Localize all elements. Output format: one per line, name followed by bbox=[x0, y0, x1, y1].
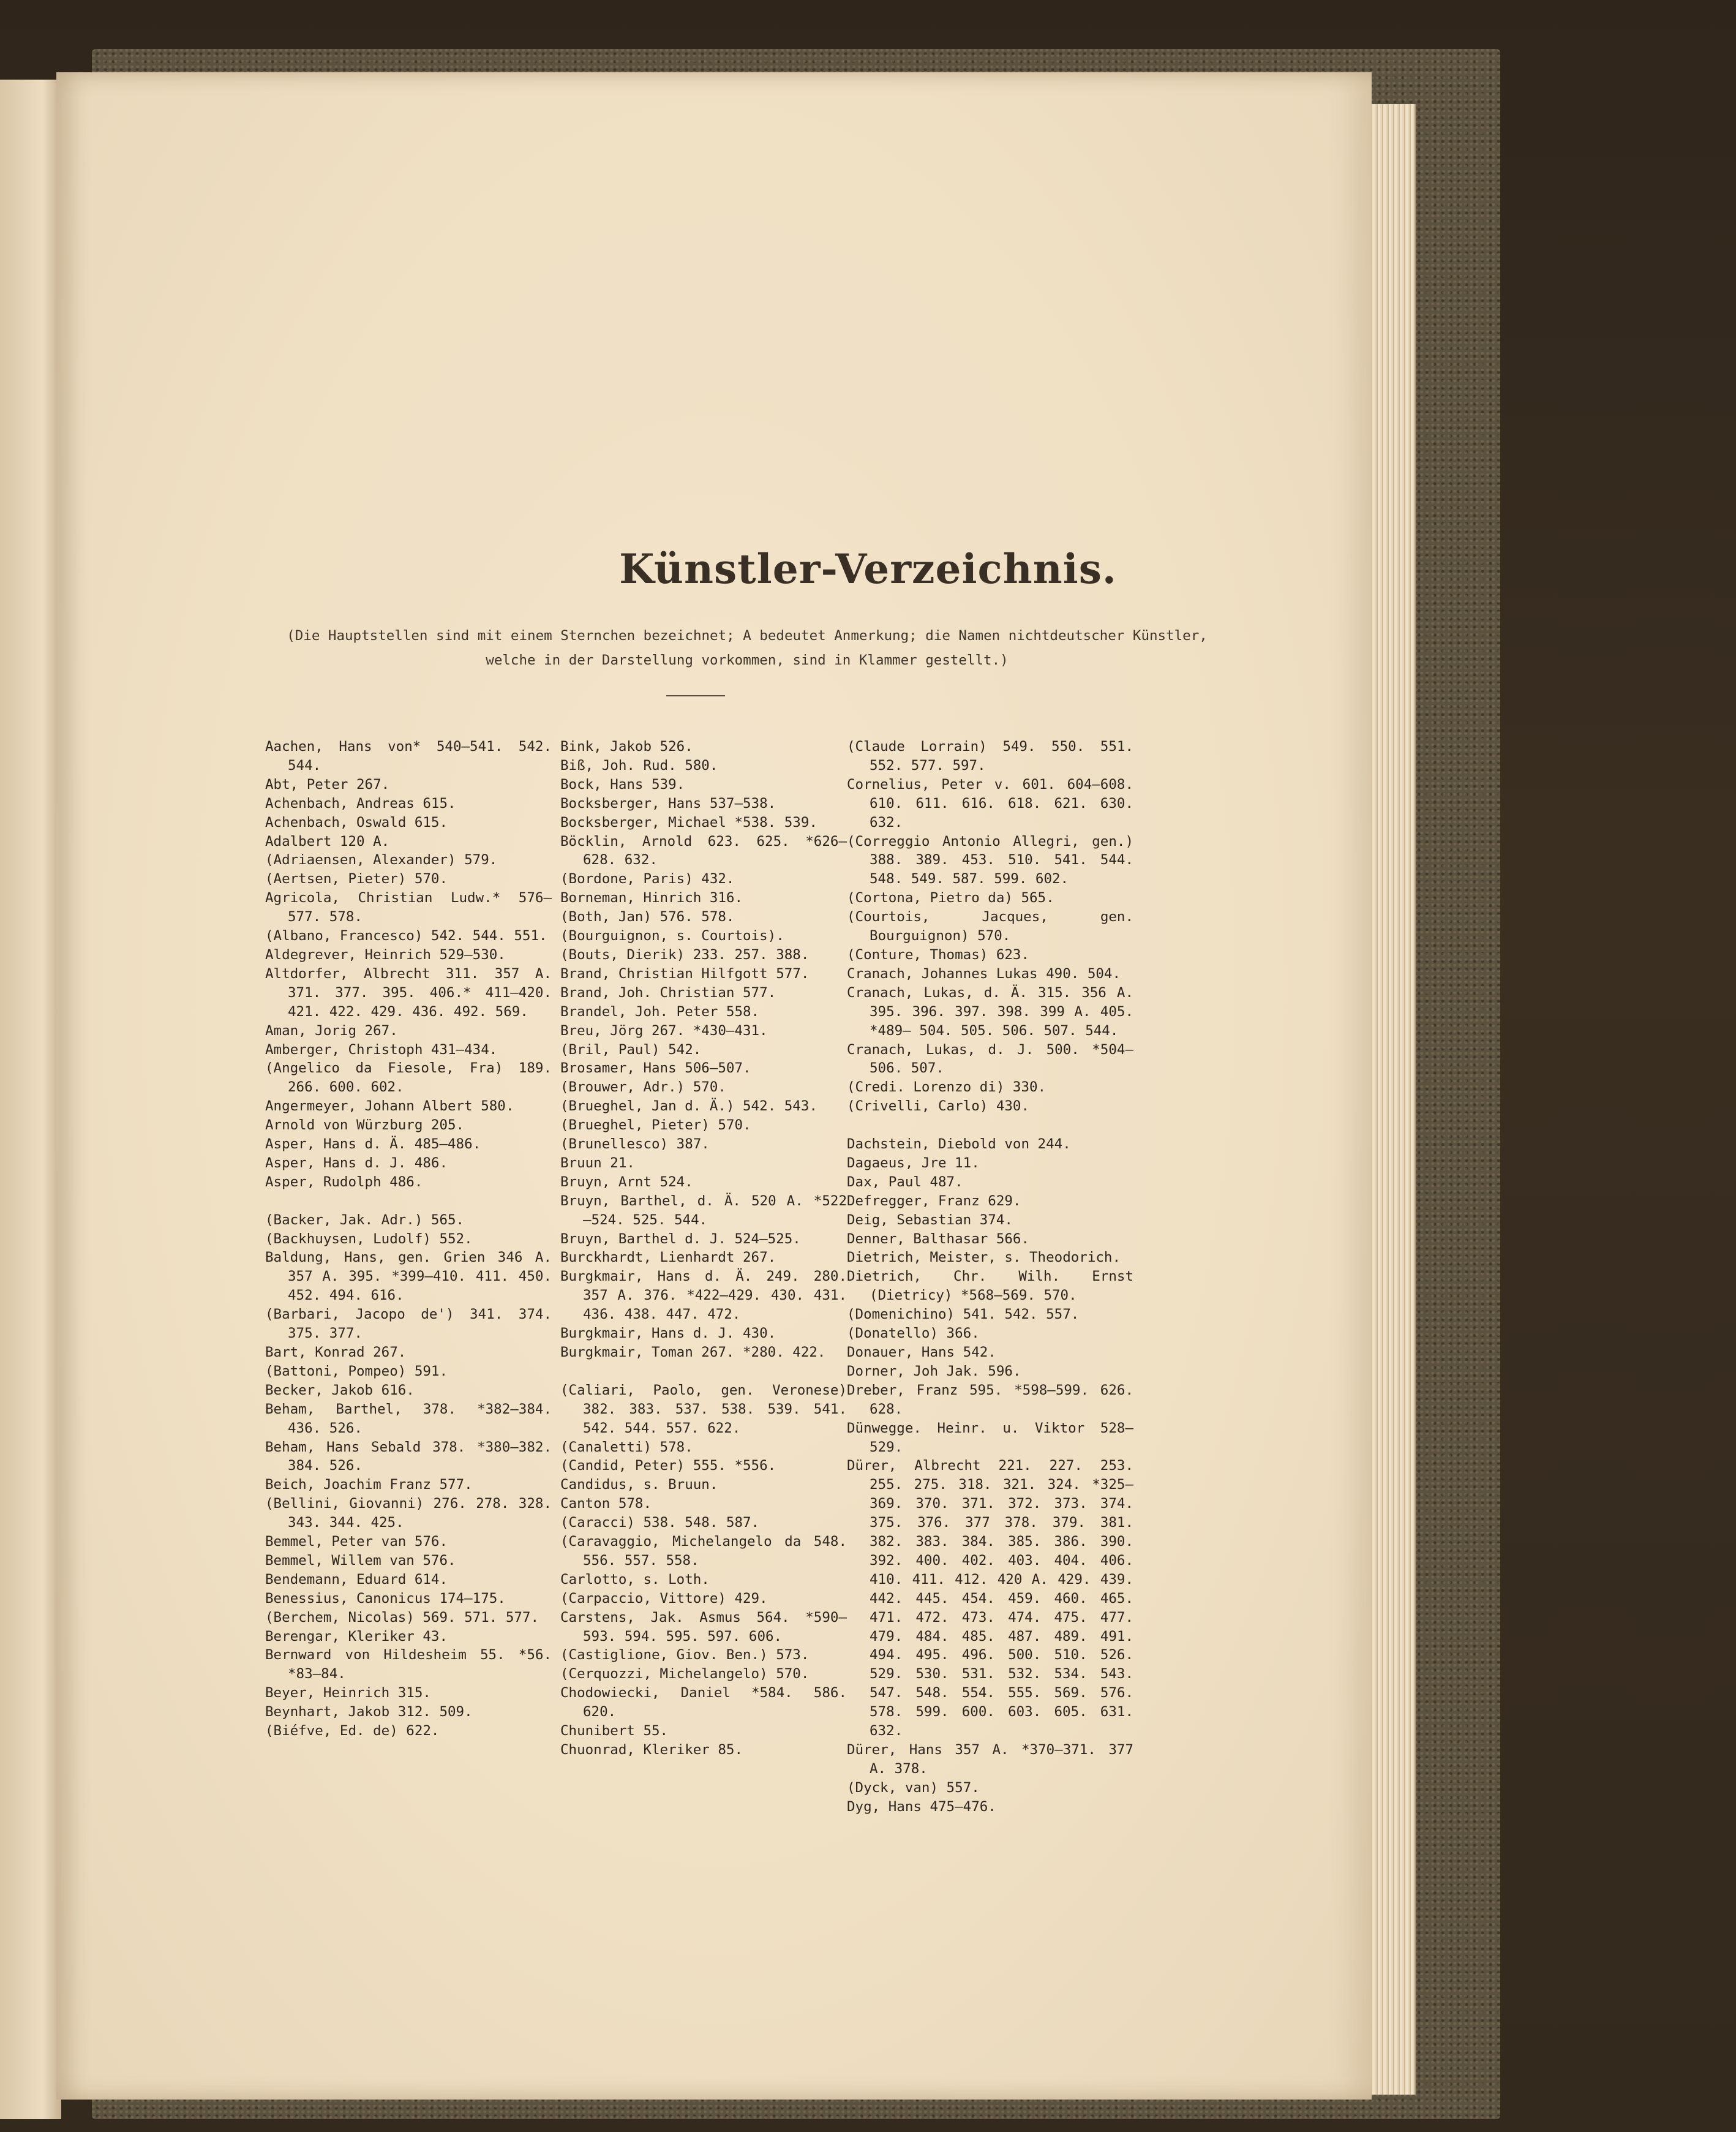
page-title: Künstler-Verzeichnis. bbox=[619, 545, 1117, 593]
index-entry: (Backer, Jak. Adr.) 565. bbox=[265, 1211, 465, 1228]
index-entry: (Bellini, Giovanni) 276. 278. 328. 343. 344. 425. bbox=[265, 1496, 552, 1531]
index-entry: Donauer, Hans 542. bbox=[847, 1344, 996, 1360]
index-entry: Chunibert 55. bbox=[560, 1723, 669, 1739]
index-entry: Biß, Joh. Rud. 580. bbox=[560, 757, 718, 774]
index-entry: Dürer, Albrecht 221. 227. 253. 255. 275. 318. 321. 324. *325—369. 370. 371. 372. 373. 374. 375. 376. 377 378. 379. 381. 382. 383. 384. 385. 386. 390. 392. 400. 402. 403. 404. 406. 410. 411. 412. 420 A. 429. 439. 442. 445. 454. 459. 460. 465. 471. 472. 473. 474. 475. 477. 479. 484. 485. 487. 489. 491. 494. 495. 496. 500. 510. 526. 529. 530. 531. 532. 534. 543. 547. 548. 554. 555. 569. 576. 578. 599. 600. 603. 605. 631. 632. bbox=[847, 1458, 1133, 1739]
index-entry: (Biéfve, Ed. de) 622. bbox=[265, 1723, 440, 1739]
index-entry: Bock, Hans 539. bbox=[560, 776, 685, 793]
index-entry: Arnold von Würzburg 205. bbox=[265, 1117, 465, 1134]
index-entry: Benessius, Canonicus 174—175. bbox=[265, 1590, 506, 1607]
index-entry: Borneman, Hinrich 316. bbox=[560, 890, 743, 906]
index-entry: (Albano, Francesco) 542. 544. 551. bbox=[265, 928, 547, 944]
index-entry: Canton 578. bbox=[560, 1496, 652, 1512]
index-entry: Denner, Balthasar 566. bbox=[847, 1230, 1030, 1247]
subtitle bbox=[245, 623, 1249, 672]
index-entry: Cranach, Johannes Lukas 490. 504. bbox=[847, 965, 1121, 982]
index-entry: Agricola, Christian Ludw.* 576—577. 578. bbox=[265, 890, 552, 925]
index-entry: Dagaeus, Jre 11. bbox=[847, 1155, 980, 1171]
index-entry: Achenbach, Andreas 615. bbox=[265, 795, 456, 812]
index-entry: Asper, Hans d. J. 486. bbox=[265, 1155, 448, 1171]
index-entry: Bemmel, Peter van 576. bbox=[265, 1534, 448, 1550]
index-entry: Angermeyer, Johann Albert 580. bbox=[265, 1098, 514, 1115]
index-entry: Bruyn, Barthel d. J. 524—525. bbox=[560, 1230, 801, 1247]
index-entry: (Donatello) 366. bbox=[847, 1325, 980, 1342]
index-column-1 bbox=[265, 737, 552, 1741]
index-entry: Dünwegge. Heinr. u. Viktor 528—529. bbox=[847, 1420, 1133, 1455]
index-entry: Amberger, Christoph 431—434. bbox=[265, 1041, 498, 1058]
index-entry: (Caracci) 538. 548. 587. bbox=[560, 1515, 760, 1531]
index-entry: Dachstein, Diebold von 244. bbox=[847, 1136, 1071, 1153]
index-entry: (Claude Lorrain) 549. 550. 551. 552. 577. 597. bbox=[847, 739, 1133, 774]
index-entry: Beyer, Heinrich 315. bbox=[265, 1685, 431, 1701]
index-entry: Asper, Rudolph 486. bbox=[265, 1173, 423, 1190]
index-entry: Asper, Hans d. Ä. 485—486. bbox=[265, 1136, 481, 1153]
index-entry: (Caravaggio, Michelangelo da 548. 556. 557. 558. bbox=[560, 1534, 847, 1569]
index-entry: (Aertsen, Pieter) 570. bbox=[265, 871, 448, 887]
index-entry: Brosamer, Hans 506—507. bbox=[560, 1060, 751, 1077]
index-column-3 bbox=[847, 737, 1133, 1817]
index-entry: Beham, Hans Sebald 378. *380—382. 384. 526. bbox=[265, 1439, 552, 1474]
index-entry: Adalbert 120 A. bbox=[265, 833, 390, 849]
index-entry: Bernward von Hildesheim 55. *56. *83—84. bbox=[265, 1647, 552, 1682]
index-entry: Brand, Joh. Christian 577. bbox=[560, 984, 776, 1001]
index-entry: Dyg, Hans 475—476. bbox=[847, 1798, 996, 1815]
index-entry: (Cortona, Pietro da) 565. bbox=[847, 890, 1054, 906]
index-entry: Achenbach, Oswald 615. bbox=[265, 814, 448, 831]
left-page-edge bbox=[0, 80, 61, 2119]
index-entry: Burgkmair, Toman 267. *280. 422. bbox=[560, 1344, 826, 1360]
index-entry: (Carpaccio, Vittore) 429. bbox=[560, 1590, 768, 1607]
index-entry: Bocksberger, Michael *538. 539. bbox=[560, 814, 817, 831]
title-divider bbox=[666, 695, 725, 696]
index-entry: Böcklin, Arnold 623. 625. *626—628. 632. bbox=[560, 833, 847, 868]
index-entry: Aachen, Hans von* 540—541. 542. 544. bbox=[265, 739, 552, 774]
index-entry: (Crivelli, Carlo) 430. bbox=[847, 1098, 1030, 1115]
index-entry: (Conture, Thomas) 623. bbox=[847, 946, 1030, 963]
index-entry: Bendemann, Eduard 614. bbox=[265, 1571, 448, 1588]
index-entry: Breu, Jörg 267. *430—431. bbox=[560, 1022, 768, 1039]
index-entry: Cranach, Lukas, d. Ä. 315. 356 A. 395. 396. 397. 398. 399 A. 405. *489— 504. 505. 506. 507. 544. bbox=[847, 984, 1133, 1039]
index-entry: (Both, Jan) 576. 578. bbox=[560, 909, 735, 925]
index-entry: (Bordone, Paris) 432. bbox=[560, 871, 735, 887]
index-entry: (Bourguignon, s. Courtois). bbox=[560, 928, 784, 944]
group-gap bbox=[847, 1116, 1133, 1135]
index-entry: Bruyn, Arnt 524. bbox=[560, 1173, 693, 1190]
index-entry: (Canaletti) 578. bbox=[560, 1439, 693, 1455]
index-entry: Beich, Joachim Franz 577. bbox=[265, 1477, 473, 1493]
index-entry: (Angelico da Fiesole, Fra) 189. 266. 600. 602. bbox=[265, 1060, 552, 1096]
index-entry: (Berchem, Nicolas) 569. 571. 577. bbox=[265, 1609, 539, 1625]
index-entry: Bart, Konrad 267. bbox=[265, 1344, 407, 1360]
index-entry: (Courtois, Jacques, gen. Bourguignon) 570. bbox=[847, 909, 1133, 944]
index-entry: (Brunellesco) 387. bbox=[560, 1136, 710, 1153]
index-entry: Beynhart, Jakob 312. 509. bbox=[265, 1704, 473, 1720]
index-entry: Chodowiecki, Daniel *584. 586. 620. bbox=[560, 1685, 847, 1720]
index-entry: (Barbari, Jacopo de') 341. 374. 375. 377. bbox=[265, 1306, 552, 1342]
index-entry: Brandel, Joh. Peter 558. bbox=[560, 1003, 760, 1020]
index-entry: (Cerquozzi, Michelangelo) 570. bbox=[560, 1666, 810, 1682]
index-entry: Bemmel, Willem van 576. bbox=[265, 1552, 456, 1569]
index-entry: Carstens, Jak. Asmus 564. *590—593. 594. 595. 597. 606. bbox=[560, 1609, 847, 1644]
index-entry: (Bouts, Dierik) 233. 257. 388. bbox=[560, 946, 810, 963]
index-entry: Carlotto, s. Loth. bbox=[560, 1571, 710, 1588]
index-entry: Chuonrad, Kleriker 85. bbox=[560, 1742, 743, 1758]
index-entry: Dietrich, Meister, s. Theodorich. bbox=[847, 1249, 1121, 1266]
index-entry: Candidus, s. Bruun. bbox=[560, 1477, 718, 1493]
index-entry: Altdorfer, Albrecht 311. 357 A. 371. 377. 395. 406.* 411—420. 421. 422. 429. 436. 492. 569. bbox=[265, 965, 552, 1020]
index-entry: Aman, Jorig 267. bbox=[265, 1022, 398, 1039]
index-entry: (Correggio Antonio Allegri, gen.) 388. 389. 453. 510. 541. 544. 548. 549. 587. 599. 602. bbox=[847, 833, 1133, 887]
index-entry: (Bril, Paul) 542. bbox=[560, 1041, 702, 1058]
index-entry: Dreber, Franz 595. *598—599. 626. 628. bbox=[847, 1382, 1133, 1417]
index-entry: Berengar, Kleriker 43. bbox=[265, 1628, 448, 1644]
index-entry: (Backhuysen, Ludolf) 552. bbox=[265, 1230, 473, 1247]
index-entry: (Brouwer, Adr.) 570. bbox=[560, 1079, 726, 1096]
index-entry: Abt, Peter 267. bbox=[265, 776, 390, 793]
index-entry: Bink, Jakob 526. bbox=[560, 739, 693, 755]
index-entry: Dorner, Joh Jak. 596. bbox=[847, 1363, 1021, 1379]
index-entry: Becker, Jakob 616. bbox=[265, 1382, 415, 1398]
group-gap bbox=[265, 1192, 552, 1211]
index-entry: (Candid, Peter) 555. *556. bbox=[560, 1458, 776, 1474]
index-entry: Deig, Sebastian 374. bbox=[847, 1211, 1013, 1228]
index-entry: Aldegrever, Heinrich 529—530. bbox=[265, 946, 506, 963]
index-entry: (Battoni, Pompeo) 591. bbox=[265, 1363, 448, 1379]
index-entry: Burckhardt, Lienhardt 267. bbox=[560, 1249, 776, 1266]
subtitle-line-1: (Die Hauptstellen sind mit einem Sternchen bezeichnet; A bedeutet Anmerkung; die Namen nichtdeutscher Künstler, bbox=[287, 628, 1208, 644]
index-entry: Beham, Barthel, 378. *382—384. 436. 526. bbox=[265, 1401, 552, 1436]
index-entry: (Credi. Lorenzo di) 330. bbox=[847, 1079, 1046, 1096]
index-entry: Cornelius, Peter v. 601. 604—608. 610. 611. 616. 618. 621. 630. 632. bbox=[847, 776, 1133, 831]
index-entry: Dietrich, Chr. Wilh. Ernst (Dietricy) *568—569. 570. bbox=[847, 1268, 1133, 1304]
index-entry: Burgkmair, Hans d. J. 430. bbox=[560, 1325, 776, 1342]
group-gap bbox=[560, 1362, 847, 1381]
index-entry: Dürer, Hans 357 A. *370—371. 377 A. 378. bbox=[847, 1742, 1133, 1777]
index-entry: Defregger, Franz 629. bbox=[847, 1192, 1021, 1209]
index-entry: Burgkmair, Hans d. Ä. 249. 280. 357 A. 376. *422—429. 430. 431. 436. 438. 447. 472. bbox=[560, 1268, 847, 1323]
subtitle-line-2: welche in der Darstellung vorkommen, sind in Klammer gestellt.) bbox=[486, 652, 1009, 668]
index-entry: (Brueghel, Jan d. Ä.) 542. 543. bbox=[560, 1098, 817, 1115]
index-entry: (Brueghel, Pieter) 570. bbox=[560, 1117, 751, 1134]
index-entry: Bruun 21. bbox=[560, 1155, 635, 1171]
index-entry: (Dyck, van) 557. bbox=[847, 1779, 980, 1796]
index-entry: Brand, Christian Hilfgott 577. bbox=[560, 965, 810, 982]
index-entry: (Castiglione, Giov. Ben.) 573. bbox=[560, 1647, 810, 1663]
index-column-2 bbox=[560, 737, 847, 1760]
index-entry: Bruyn, Barthel, d. Ä. 520 A. *522 —524. 525. 544. bbox=[560, 1192, 847, 1228]
index-entry: Bocksberger, Hans 537—538. bbox=[560, 795, 776, 812]
index-entry: (Adriaensen, Alexander) 579. bbox=[265, 852, 498, 868]
index-entry: Baldung, Hans, gen. Grien 346 A. 357 A. 395. *399—410. 411. 450. 452. 494. 616. bbox=[265, 1249, 552, 1304]
index-entry: (Domenichino) 541. 542. 557. bbox=[847, 1306, 1080, 1323]
index-entry: Cranach, Lukas, d. J. 500. *504—506. 507. bbox=[847, 1041, 1133, 1077]
index-entry: (Caliari, Paolo, gen. Veronese) 382. 383. 537. 538. 539. 541. 542. 544. 557. 622. bbox=[560, 1382, 847, 1436]
index-entry: Dax, Paul 487. bbox=[847, 1173, 963, 1190]
